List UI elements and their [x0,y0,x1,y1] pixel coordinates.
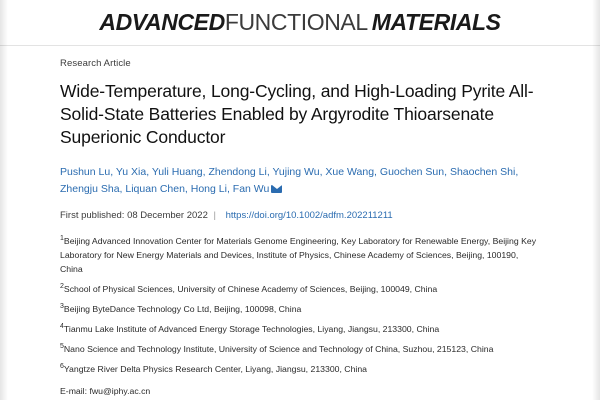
list-item [60,362,540,376]
email-label: E-mail: [60,385,88,396]
journal-title [99,11,500,34]
envelope-icon[interactable] [271,185,282,193]
affiliation-marker: 4 [60,323,64,331]
affiliation-marker: 5 [60,343,64,351]
affiliation-marker: 2 [60,283,64,291]
affiliation-marker: 1 [60,234,64,242]
email-link[interactable]: fwu@iphy.ac.cn [89,385,151,396]
affiliation-marker: 3 [60,303,64,311]
affiliation-text: Yangtze River Delta Physics Research Center, Liyang, Jiangsu, 213300, China [63,364,368,375]
affiliation-text: Beijing ByteDance Technology Co Ltd, Beijing, 100098, China [63,304,302,315]
first-published-label: First published: [60,209,125,221]
affiliation-text: Nano Science and Technology Institute, University of Science and Technology of China, Suzhou, 215123, China [63,344,494,355]
affiliation-list [60,234,540,377]
list-item [60,302,540,316]
journal-masthead [0,0,600,46]
article-type-label: Research Article [60,58,131,69]
affiliation-text: School of Physical Sciences, University of Chinese Academy of Sciences, Beijing, 100049, China [63,284,438,295]
pubinfo-separator: | [213,209,216,221]
list-item [60,234,540,276]
journal-title-functional: FUNCTIONAL [224,9,368,35]
publication-info [60,210,540,221]
affiliation-text: Beijing Advanced Innovation Center for Materials Genome Engineering, Key Laboratory for Renewable Energy, Beijing Key Laboratory for New Energy Materials and Devices, Institute of Physics, Chinese Academy of Sciences, Beijing, 100190, China [60,235,537,274]
author-list [60,164,540,197]
author-names[interactable]: Pushun Lu, Yu Xia, Yuli Huang, Zhendong Li, Yujing Wu, Xue Wang, Guochen Sun, Shaochen Shi, Zhengju Sha, Liquan Chen, Hong Li, Fan Wu [60,166,519,195]
first-published-date: 08 December 2022 [127,209,208,221]
list-item [60,342,540,356]
journal-title-materials: MATERIALS [371,9,501,35]
doi-link[interactable]: https://doi.org/10.1002/adfm.202211211 [225,209,393,221]
affiliation-marker: 6 [60,363,64,371]
article-content [0,46,600,396]
corresponding-email [60,386,540,396]
journal-title-advanced: ADVANCED [99,9,225,35]
affiliation-text: Tianmu Lake Institute of Advanced Energy Storage Technologies, Liyang, Jiangsu, 213300, China [63,324,440,335]
list-item [60,282,540,296]
list-item [60,322,540,336]
page-title: Wide-Temperature, Long-Cycling, and High-Loading Pyrite All-Solid-State Batteries Enabled by Argyrodite Thioarsenate Superionic Conductor [60,81,534,148]
